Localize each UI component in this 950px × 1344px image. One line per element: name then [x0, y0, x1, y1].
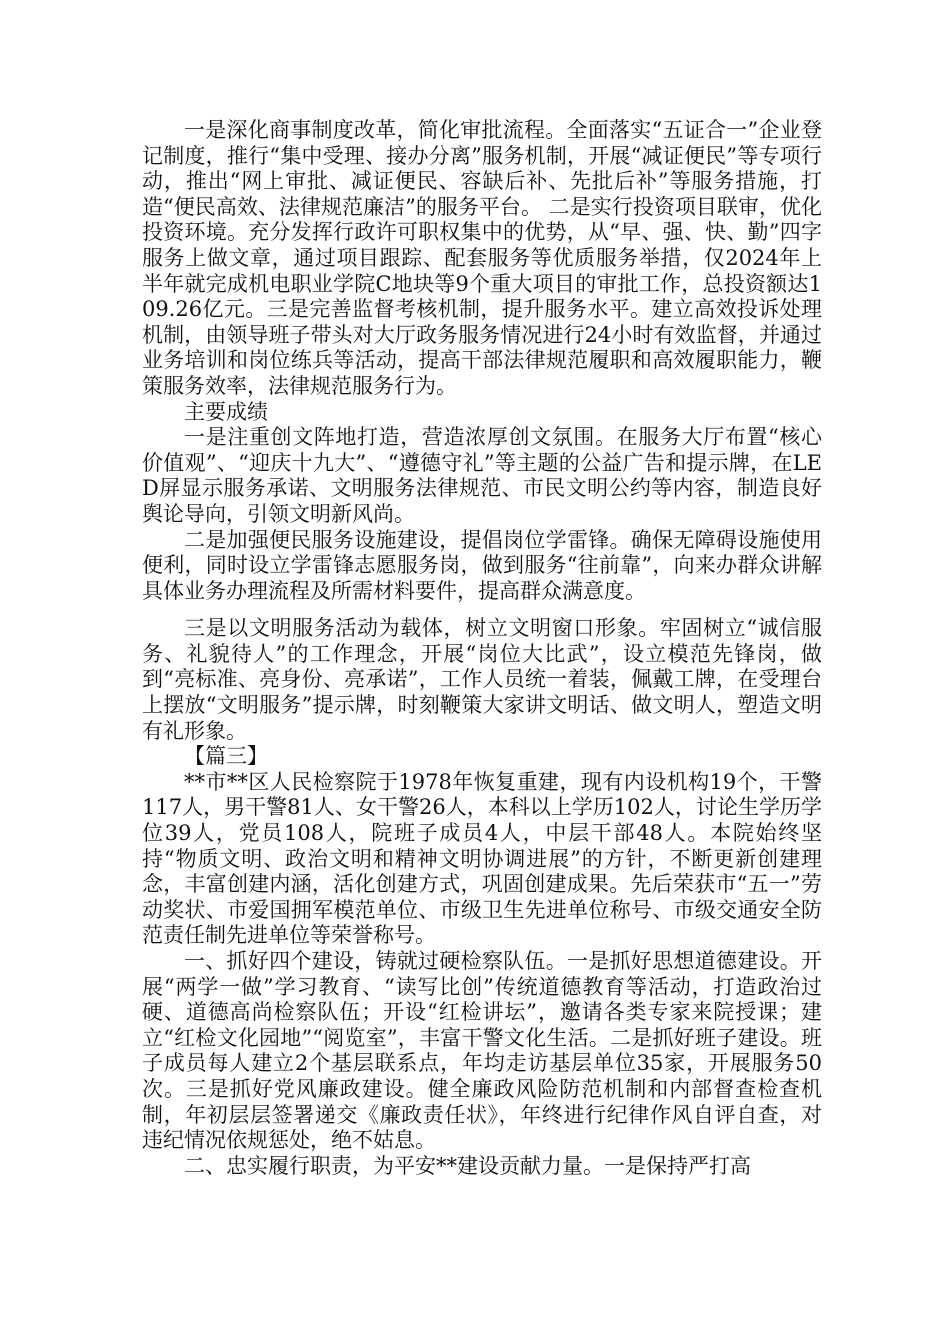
document-body	[142, 118, 822, 1179]
paragraph-reform: 一是深化商事制度改革，简化审批流程。全面落实“五证合一”企业登记制度，推行“集中受理、接办分离”服务机制，开展“减证便民”等专项行动，推出“网上审批、减证便民、容缺后补、先批后补”等服务措施，打造“便民高效、法律规范廉洁”的服务平台。 二是实行投资项目联审，优化投资环境。充分发挥行政许可职权集中的优势，从“早、强、快、勤”四字服务上做文章，通过项目跟踪、配套服务等优质服务举措，仅2024年上半年就完成机电职业学院C地块等9个重大项目的审批工作，总投资额达109.26亿元。三是完善监督考核机制，提升服务水平。建立高效投诉处理机制，由领导班子带头对大厅政务服务情况进行24小时有效监督，并通过业务培训和岗位练兵等活动，提高干部法律规范履职和高效履职能力，鞭策服务效率，法律规范服务行为。	[142, 118, 822, 398]
paragraph-procuratorate-intro: **市**区人民检察院于1978年恢复重建，现有内设机构19个，干警117人，男干警81人、女干警26人，本科以上学历102人，讨论生学历学位39人，党员108人，院班子成员4人，中层干部48人。本院始终坚持“物质文明、政治文明和精神文明协调进展”的方针，不断更新创建理念，丰富创建内涵，活化创建方式，巩固创建成果。先后荣获市“五一”劳动奖状、市爱国拥军模范单位、市级卫生先进单位称号、市级交通安全防范责任制先进单位等荣誉称号。	[142, 769, 822, 948]
paragraph-gap	[142, 604, 822, 616]
paragraph-duties: 二、忠实履行职责，为平安**建设贡献力量。一是保持严打高	[184, 1153, 751, 1178]
paragraph-civilized-service: 三是以文明服务活动为载体，树立文明窗口形象。牢固树立“诚信服务、礼貌待人”的工作理念，开展“岗位大比武”，设立模范先锋岗，做到“亮标准、亮身份、亮承诺”，工作人员统一着装，佩戴工牌，在受理台上摆放“文明服务”提示牌，时刻鞭策大家讲文明话、做文明人，塑造文明有礼形象。	[142, 616, 822, 743]
section-heading-part-three: 【篇三】	[184, 744, 268, 769]
paragraph-civilization-position: 一是注重创文阵地打造，营造浓厚创文氛围。在服务大厅布置“核心价值观”、“迎庆十九大”、“遵德守礼”等主题的公益广告和提示牌，在LED屏显示服务承诺、文明服务法律规范、市民文明公约等内容，制造良好舆论导向，引领文明新风尚。	[142, 425, 822, 526]
section-heading-achievements: 主要成绩	[184, 399, 268, 424]
paragraph-convenience-facilities: 二是加强便民服务设施建设，提倡岗位学雷锋。确保无障碍设施使用便利，同时设立学雷锋志愿服务岗，做到服务“往前靠”，向来办群众讲解具体业务办理流程及所需材料要件，提高群众满意度。	[142, 527, 822, 603]
paragraph-four-constructions: 一、抓好四个建设，铸就过硬检察队伍。一是抓好思想道德建设。开展“两学一做”学习教育、“读写比创”传统道德教育等活动，打造政治过硬、道德高尚检察队伍；开设“红检讲坛”，邀请各类专家来院授课；建立“红检文化园地”“阅览室”，丰富干警文化生活。二是抓好班子建设。班子成员每人建立2个基层联系点，年均走访基层单位35家，开展服务50次。三是抓好党风廉政建设。健全廉政风险防范机制和内部督查检查机制，年初层层签署递交《廉政责任状》，年终进行纪律作风自评自查，对违纪情况依规惩处，绝不姑息。	[142, 949, 822, 1153]
